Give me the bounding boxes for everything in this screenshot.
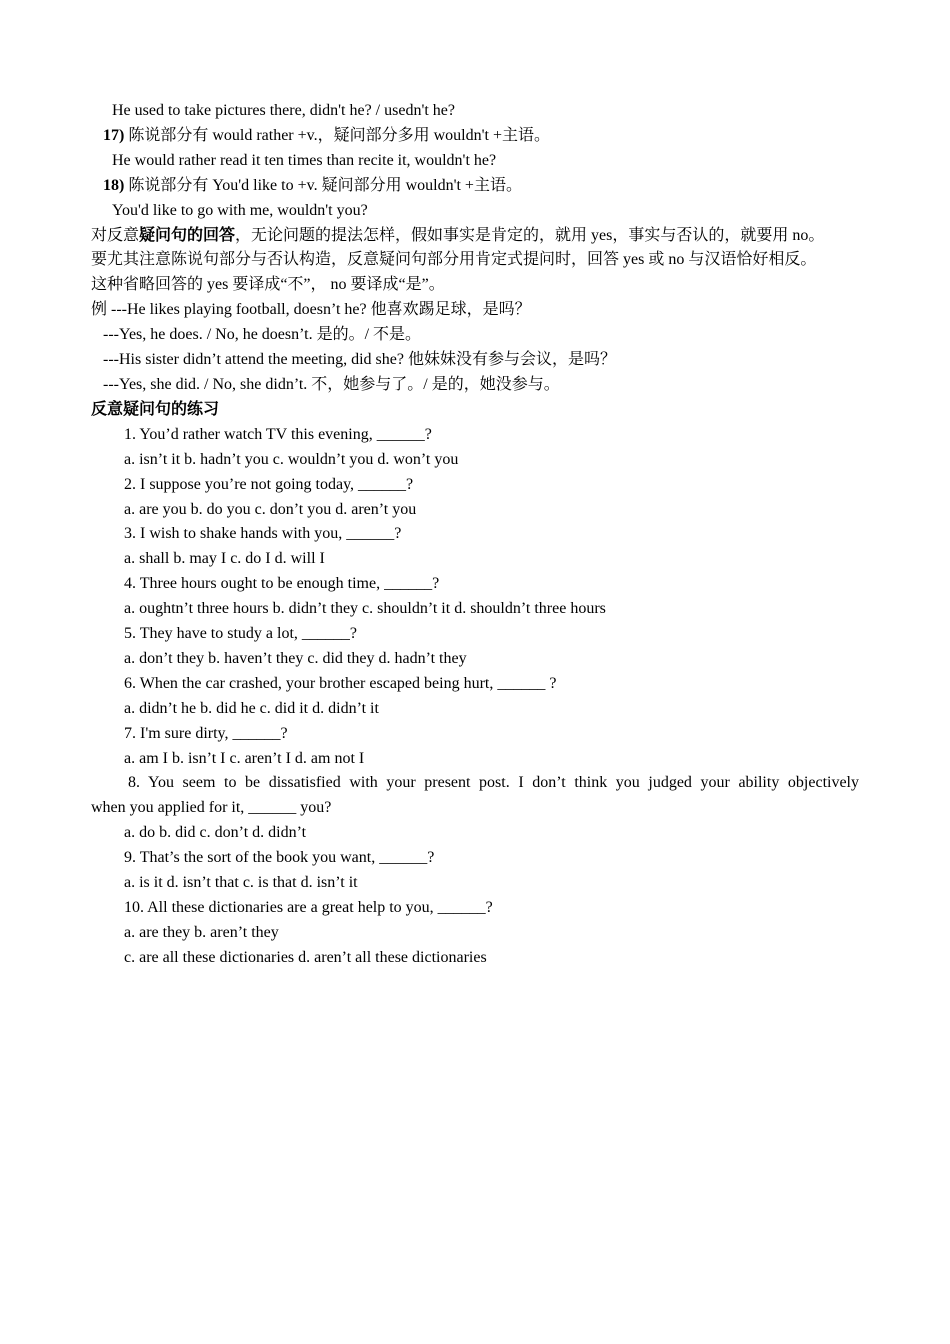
rule-text: 陈说部分有 You'd like to +v. 疑问部分用 wouldn't +主语。 [124,176,522,194]
example-question: 例 ---He likes playing football, doesn’t he? 他喜欢踢足球，是吗？ [91,301,531,319]
question-4: 4. Three hours ought to be enough time, ______? [124,575,440,593]
options-3: a. shall b. may I c. do I d. will I [124,550,325,568]
example-answer: ---Yes, he does. / No, he doesn’t. 是的。/ 不是。 [103,326,422,344]
question-8-line-2: when you applied for it, ______ you? [91,799,332,817]
rule-number: 17) [103,126,125,144]
rule-18 [91,174,859,199]
question-9: 9. That’s the sort of the book you want, ______? [124,849,435,867]
options-7: a. am I b. isn’t I c. aren’t I d. am not I [124,749,365,767]
example-line: You'd like to go with me, wouldn't you? [112,201,368,219]
options-4: a. oughtn’t three hours b. didn’t they c. shouldn’t it d. shouldn’t three hours [124,600,606,618]
example-question: ---His sister didn’t attend the meeting, did she? 他妹妹没有参与会议，是吗？ [103,351,616,369]
answer-rule-text: ，无论问题的提法怎样，假如事实是肯定的，就用 yes，事实与否认的，就要用 no。 [235,226,825,244]
question-3: 3. I wish to shake hands with you, ______? [124,525,402,543]
answer-rule-term: 疑问句的回答 [139,226,236,244]
rule-17 [91,124,859,149]
options-8: a. do b. did c. don’t d. didn’t [124,824,307,842]
example-line: He would rather read it ten times than recite it, wouldn't he? [112,151,497,169]
answer-rule-prefix: 对反意 [91,226,140,244]
question-1: 1. You’d rather watch TV this evening, ______? [124,425,432,443]
question-5: 5. They have to study a lot, ______? [124,625,357,643]
rule-text: 陈说部分有 would rather +v.，疑问部分多用 wouldn't +主语。 [124,126,550,144]
options-10-b: c. are all these dictionaries d. aren’t all these dictionaries [124,948,487,966]
options-10-a: a. are they b. aren’t they [124,923,279,941]
paragraph-line: 要尤其注意陈说句部分与否认构造，反意疑问句部分用肯定式提问时，回答 yes 或 no 与汉语恰好相反。 [91,251,817,269]
exercise-heading [91,398,859,423]
rule-number: 18) [103,176,125,194]
example-line: He used to take pictures there, didn't he? / usedn't he? [112,102,455,119]
options-5: a. don’t they b. haven’t they c. did they d. hadn’t they [124,649,467,667]
options-6: a. didn’t he b. did he c. did it d. didn’t it [124,699,379,717]
exercise-heading-text: 反意疑问句的练习 [91,400,220,418]
answer-rule-line [91,224,859,249]
question-10: 10. All these dictionaries are a great help to you, ______? [124,899,493,916]
question-2: 2. I suppose you’re not going today, ______? [124,475,414,493]
question-6: 6. When the car crashed, your brother escaped being hurt, ______ ? [124,674,557,692]
paragraph-line: 这种省略回答的 yes 要译成“不”， no 要译成“是”。 [91,276,445,294]
options-9: a. is it d. isn’t that c. is that d. isn’t it [124,874,358,892]
question-7: 7. I'm sure dirty, ______? [124,724,288,742]
options-1: a. isn’t it b. hadn’t you c. wouldn’t you d. won’t you [124,450,459,468]
example-answer: ---Yes, she did. / No, she didn’t. 不，她参与了。/ 是的，她没参与。 [103,375,560,393]
options-2: a. are you b. do you c. don’t you d. aren’t you [124,500,417,518]
question-8-line-1: 8. You seem to be dissatisfied with your present post. I don’t think you judged your ability objectively [128,774,859,792]
